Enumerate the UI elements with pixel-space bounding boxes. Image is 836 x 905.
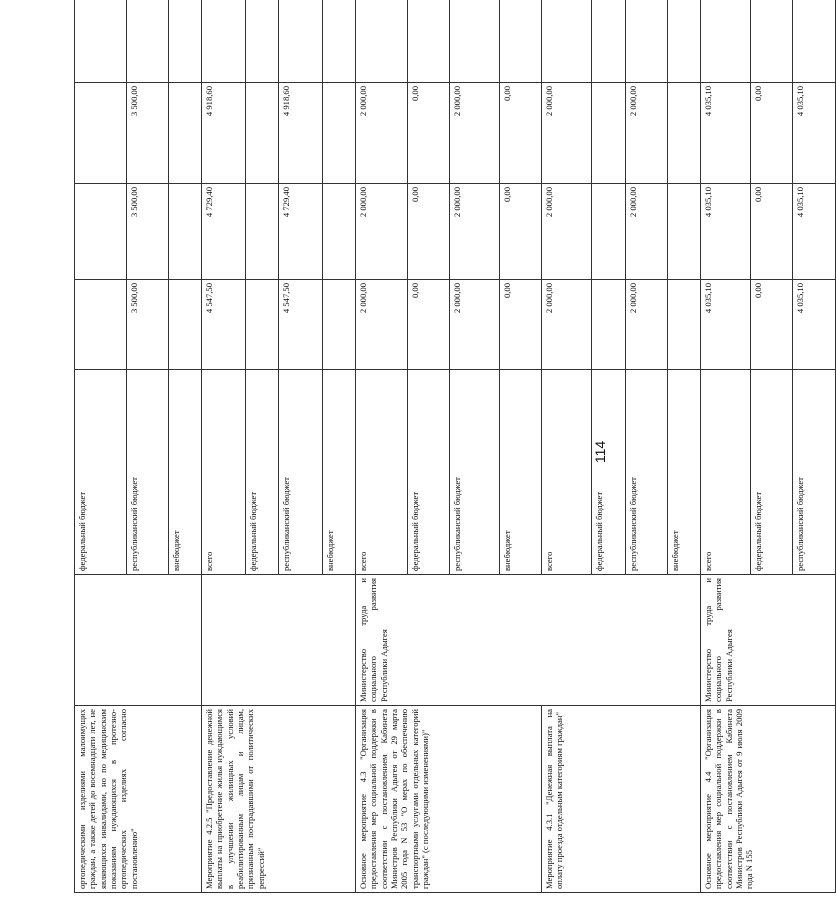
table-cell [592,0,626,83]
table-cell: республиканский бюджет [450,370,500,575]
table-cell: Мероприятие 4.3.1 "Денежная выплата на оплату проезда отдельным категориям граждан" [542,706,701,893]
table-cell [668,83,701,184]
table-cell: 2 000,00 [356,280,408,370]
page-number: 114 [592,440,608,464]
table-cell: 3 500,00 [127,184,169,280]
table-cell: 2 000,00 [356,184,408,280]
table-cell [202,0,246,83]
table-cell: 0,00 [500,184,542,280]
table-cell: 4 547,50 [202,280,246,370]
table-row [542,0,592,893]
table-cell [450,0,500,83]
table-cell: внебюджет [169,370,202,575]
table-cell: всего [701,370,751,575]
table-cell: Основное мероприятие 4.4 "Организация предоставления мер социальной поддержки в соответствии с постановлением Кабинета Министров Республики Адыгея от 9 июля 2009 года N 155 [701,706,836,893]
table-cell: 4 035,10 [701,280,751,370]
table-cell: 3 500,00 [127,83,169,184]
table-cell [202,575,356,706]
table-row [356,0,408,893]
table-cell: Мероприятие 4.2.5 "Предоставление денежной выплаты на приобретение жилья нуждающимся в улучшении жилищных условий реабилитированным лицам и лицам, признанным пострадавшими от политических репрессий" [202,706,356,893]
table-cell: 3 500,00 [127,280,169,370]
table-cell: республиканский бюджет [279,370,323,575]
table-cell: федеральный бюджет [246,370,279,575]
table-cell [75,0,127,83]
table-cell: всего [202,370,246,575]
table-cell: 4 035,10 [793,83,836,184]
table-cell: 2 000,00 [542,83,592,184]
table-cell: 0,00 [500,83,542,184]
table-cell [323,0,356,83]
table-cell [592,83,626,184]
table-cell [668,0,701,83]
table-cell [592,280,626,370]
table-cell [246,0,279,83]
table-cell: 2 000,00 [356,83,408,184]
table-cell [500,0,542,83]
table-cell: внебюджет [668,370,701,575]
table-cell [323,83,356,184]
table-cell [668,280,701,370]
table-cell [323,280,356,370]
table-cell: Министерство труда и социального развития Республики Адыгея [701,575,836,706]
budget-table-wrapper [74,0,836,893]
table-cell: 2 000,00 [626,184,668,280]
table-cell: республиканский бюджет [793,370,836,575]
table-cell: Основное мероприятие 4.3 "Организация предоставления мер социальной поддержки в соответствии с постановлением Кабинета Министров Республики Адыгея от 29 марта 2005 года N 53 "О мерах по обеспечению транспортными услугами отдельных категорий граждан" (с последующими изменениями)" [356,706,542,893]
table-cell: 4 035,10 [793,184,836,280]
table-cell: 0,00 [751,83,793,184]
budget-table [74,0,836,893]
table-cell: федеральный бюджет [592,370,626,575]
table-cell: федеральный бюджет [751,370,793,575]
table-cell: 2 000,00 [626,83,668,184]
table-cell: 4 918,60 [202,83,246,184]
table-cell [626,0,668,83]
table-cell [793,0,836,83]
table-cell [701,0,751,83]
table-row [202,0,246,893]
table-row [701,0,751,893]
table-cell [169,184,202,280]
table-cell [542,0,592,83]
table-cell [323,184,356,280]
table-cell: 4 918,60 [279,83,323,184]
table-cell: 0,00 [408,280,450,370]
table-cell [127,0,169,83]
table-cell: 0,00 [500,280,542,370]
table-cell [246,83,279,184]
table-cell: 2 000,00 [626,280,668,370]
table-cell [592,184,626,280]
table-cell [751,0,793,83]
table-cell: внебюджет [323,370,356,575]
table-cell [408,0,450,83]
table-cell [246,280,279,370]
table-cell: 0,00 [408,184,450,280]
table-cell [75,184,127,280]
table-cell: 2 000,00 [542,280,592,370]
table-cell: 0,00 [408,83,450,184]
table-cell: 2 000,00 [450,83,500,184]
table-cell: 4 729,40 [279,184,323,280]
table-cell: федеральный бюджет [75,370,127,575]
table-cell: всего [356,370,408,575]
table-cell: 4 547,50 [279,280,323,370]
table-cell: 0,00 [751,280,793,370]
table-cell: 2 000,00 [450,184,500,280]
table-cell: 2 000,00 [450,280,500,370]
budget-table-body [75,0,836,893]
table-cell [169,83,202,184]
table-cell: всего [542,370,592,575]
table-cell: Министерство труда и социального развития Республики Адыгея [356,575,701,706]
table-cell [169,0,202,83]
table-row [75,0,127,893]
table-cell: республиканский бюджет [626,370,668,575]
table-cell: 0,00 [751,184,793,280]
table-cell: 4 035,10 [793,280,836,370]
table-cell [246,184,279,280]
table-cell: внебюджет [500,370,542,575]
table-cell [356,0,408,83]
table-cell: 2 000,00 [542,184,592,280]
table-cell: федеральный бюджет [408,370,450,575]
table-cell: ортопедическими изделиями малоимущих граждан, а также детей до восемнадцати лет, не являющихся инвалидами, но по медицинским показаниям нуждающихся в протезно-ортопедических изделиях согласно постановлению" [75,706,202,893]
table-cell [75,280,127,370]
table-cell [668,184,701,280]
table-cell [75,83,127,184]
table-cell [75,575,202,706]
table-cell: 4 035,10 [701,184,751,280]
table-cell [279,0,323,83]
table-cell [169,280,202,370]
table-cell: республиканский бюджет [127,370,169,575]
table-cell: 4 729,40 [202,184,246,280]
table-cell: 4 035,10 [701,83,751,184]
